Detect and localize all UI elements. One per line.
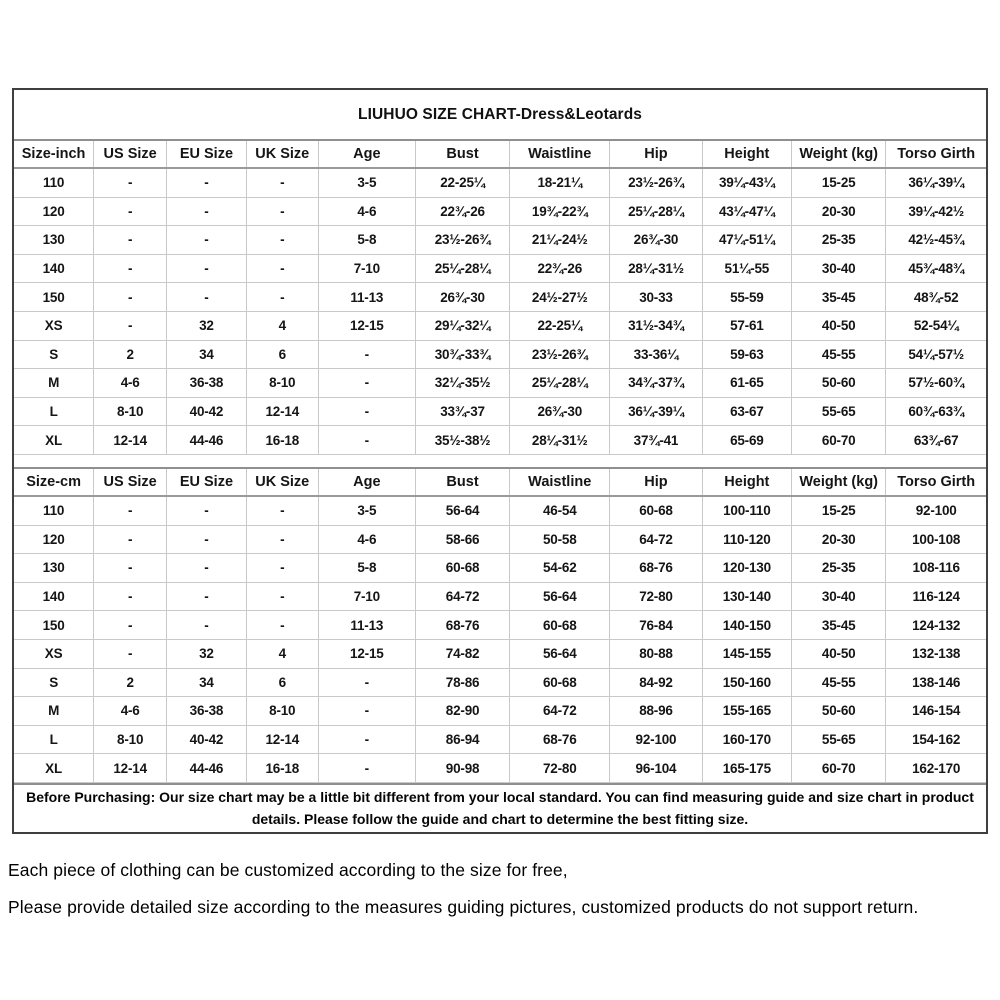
cell: 63-67 (702, 397, 791, 426)
cell: 3-5 (318, 168, 415, 197)
table-row (14, 168, 986, 197)
cell: XL (14, 754, 94, 783)
cell: - (318, 725, 415, 754)
cell: - (246, 554, 318, 583)
cell: 45¾-48¾ (886, 254, 986, 283)
cell: 50-58 (510, 525, 610, 554)
cell: - (318, 369, 415, 398)
cell: 56-64 (510, 582, 610, 611)
cell: 52-54¼ (886, 311, 986, 340)
cell: - (167, 197, 247, 226)
cell: 58-66 (415, 525, 509, 554)
cell: 12-14 (246, 397, 318, 426)
cell: 44-46 (167, 754, 247, 783)
cell: - (246, 197, 318, 226)
cell: 12-14 (94, 426, 167, 455)
cell: L (14, 397, 94, 426)
cell: - (167, 168, 247, 197)
cell: 30-40 (792, 254, 886, 283)
cell: 46-54 (510, 496, 610, 525)
cell: 55-59 (702, 283, 791, 312)
cell: 130-140 (702, 582, 791, 611)
cell: 55-65 (792, 725, 886, 754)
cell: 72-80 (610, 582, 702, 611)
cell: 29¼-32¼ (415, 311, 509, 340)
cell: - (167, 254, 247, 283)
cell: 23½-26¾ (415, 226, 509, 255)
cell: L (14, 725, 94, 754)
cell: 25-35 (792, 226, 886, 255)
cell: S (14, 668, 94, 697)
cell: 39¼-42½ (886, 197, 986, 226)
cell: XS (14, 311, 94, 340)
cell: 150 (14, 283, 94, 312)
cell: 22-25¼ (510, 311, 610, 340)
cell: 11-13 (318, 283, 415, 312)
cell: 37¾-41 (610, 426, 702, 455)
cell: 7-10 (318, 254, 415, 283)
table-row (14, 197, 986, 226)
cell: 34 (167, 668, 247, 697)
cell: 4-6 (318, 197, 415, 226)
cell: 130 (14, 226, 94, 255)
cell: 28¼-31½ (610, 254, 702, 283)
column-header: Age (318, 141, 415, 168)
cell: 72-80 (510, 754, 610, 783)
cell: 86-94 (415, 725, 509, 754)
cell: 59-63 (702, 340, 791, 369)
cell: 30-33 (610, 283, 702, 312)
cell: 84-92 (610, 668, 702, 697)
cell: 60-68 (415, 554, 509, 583)
cell: 145-155 (702, 639, 791, 668)
cell: 100-108 (886, 525, 986, 554)
table-row (14, 397, 986, 426)
cell: 92-100 (610, 725, 702, 754)
column-header: Hip (610, 141, 702, 168)
cell: 26¾-30 (510, 397, 610, 426)
cell: - (94, 283, 167, 312)
cell: - (94, 496, 167, 525)
cell: 108-116 (886, 554, 986, 583)
cell: 4-6 (94, 369, 167, 398)
cell: 4-6 (94, 697, 167, 726)
cell: XL (14, 426, 94, 455)
cell: 18-21¼ (510, 168, 610, 197)
cell: 78-86 (415, 668, 509, 697)
cell: 6 (246, 668, 318, 697)
cell: 11-13 (318, 611, 415, 640)
cell: 23½-26¾ (510, 340, 610, 369)
cell: 50-60 (792, 369, 886, 398)
cell: - (94, 525, 167, 554)
cell: 60¾-63¾ (886, 397, 986, 426)
cell: S (14, 340, 94, 369)
column-header: Weight (kg) (792, 469, 886, 496)
cell: - (94, 639, 167, 668)
cell: - (94, 554, 167, 583)
cell: 130 (14, 554, 94, 583)
cell: 64-72 (610, 525, 702, 554)
column-header: Size-inch (14, 141, 94, 168)
cell: 15-25 (792, 496, 886, 525)
cell: M (14, 697, 94, 726)
cell: 120 (14, 525, 94, 554)
cell: - (246, 582, 318, 611)
cell: - (94, 226, 167, 255)
header-row (14, 141, 986, 168)
table-row (14, 426, 986, 455)
cell: 26¾-30 (415, 283, 509, 312)
table-row (14, 668, 986, 697)
cell: 96-104 (610, 754, 702, 783)
cell: 36-38 (167, 697, 247, 726)
cell: 33-36¼ (610, 340, 702, 369)
cell: 88-96 (610, 697, 702, 726)
size-table-cm (14, 469, 986, 783)
cell: 60-68 (510, 668, 610, 697)
column-header: US Size (94, 469, 167, 496)
cell: 44-46 (167, 426, 247, 455)
table-row (14, 697, 986, 726)
cell: 3-5 (318, 496, 415, 525)
table-row (14, 554, 986, 583)
table-row (14, 525, 986, 554)
cell: 54-62 (510, 554, 610, 583)
cell: - (318, 397, 415, 426)
cell: 6 (246, 340, 318, 369)
table-row (14, 311, 986, 340)
cell: 48¾-52 (886, 283, 986, 312)
cell: 20-30 (792, 525, 886, 554)
cell: 35-45 (792, 283, 886, 312)
cell: 4 (246, 639, 318, 668)
cell: 150 (14, 611, 94, 640)
cell: 146-154 (886, 697, 986, 726)
cell: 45-55 (792, 668, 886, 697)
cell: 16-18 (246, 754, 318, 783)
cell: 150-160 (702, 668, 791, 697)
column-header: EU Size (167, 469, 247, 496)
column-header: Waistline (510, 141, 610, 168)
cell: - (246, 283, 318, 312)
cell: - (318, 754, 415, 783)
cell: 68-76 (415, 611, 509, 640)
cell: - (246, 168, 318, 197)
size-chart-title: LIUHUO SIZE CHART-Dress&Leotards (14, 90, 986, 141)
table-row (14, 226, 986, 255)
column-header: Bust (415, 469, 509, 496)
cell: - (167, 525, 247, 554)
cell: 30-40 (792, 582, 886, 611)
table-row (14, 283, 986, 312)
cell: 60-68 (610, 496, 702, 525)
cell: 124-132 (886, 611, 986, 640)
column-header: Bust (415, 141, 509, 168)
cell: 33¾-37 (415, 397, 509, 426)
cell: 120 (14, 197, 94, 226)
table-row (14, 340, 986, 369)
cell: 40-50 (792, 639, 886, 668)
cell: 57½-60¾ (886, 369, 986, 398)
cell: 110-120 (702, 525, 791, 554)
column-header: Torso Girth (886, 141, 986, 168)
cell: 110 (14, 496, 94, 525)
cell: 12-15 (318, 311, 415, 340)
cell: - (94, 254, 167, 283)
cell: 54¼-57½ (886, 340, 986, 369)
cell: 19¾-22¾ (510, 197, 610, 226)
cell: - (246, 254, 318, 283)
cell: - (246, 525, 318, 554)
customization-note-line1: Each piece of clothing can be customized according to the size for free, (8, 860, 568, 880)
cell: 165-175 (702, 754, 791, 783)
cell: - (167, 226, 247, 255)
cell: - (167, 283, 247, 312)
cell: 8-10 (246, 697, 318, 726)
column-header: Height (702, 469, 791, 496)
column-header: UK Size (246, 469, 318, 496)
cell: - (94, 311, 167, 340)
column-header: Size-cm (14, 469, 94, 496)
cell: 21¼-24½ (510, 226, 610, 255)
cell: 45-55 (792, 340, 886, 369)
cell: 35-45 (792, 611, 886, 640)
table-row (14, 496, 986, 525)
cell: XS (14, 639, 94, 668)
table-row (14, 611, 986, 640)
cell: - (318, 426, 415, 455)
cell: 8-10 (246, 369, 318, 398)
cell: 116-124 (886, 582, 986, 611)
cell: 64-72 (415, 582, 509, 611)
cell: 35½-38½ (415, 426, 509, 455)
customization-note-line2: Please provide detailed size according to the measures guiding pictures, customized products do not support return. (8, 897, 919, 917)
table-divider (14, 455, 986, 469)
cell: 8-10 (94, 397, 167, 426)
cell: 34¾-37¾ (610, 369, 702, 398)
cell: - (94, 168, 167, 197)
cell: 32¼-35½ (415, 369, 509, 398)
cell: - (94, 582, 167, 611)
column-header: UK Size (246, 141, 318, 168)
table-row (14, 639, 986, 668)
cell: 140 (14, 582, 94, 611)
purchase-note: Before Purchasing: Our size chart may be a little bit different from your local standard. You can find measuring guide and size chart in product details. Please follow the guide and chart to determine the best fitting size. (14, 783, 986, 832)
cell: 2 (94, 668, 167, 697)
cell: 55-65 (792, 397, 886, 426)
header-row (14, 469, 986, 496)
cell: - (94, 611, 167, 640)
cell: 26¾-30 (610, 226, 702, 255)
cell: - (246, 496, 318, 525)
table-row (14, 754, 986, 783)
cell: - (246, 611, 318, 640)
cell: 110 (14, 168, 94, 197)
cell: 12-14 (246, 725, 318, 754)
cell: 40-50 (792, 311, 886, 340)
cell: 30¾-33¾ (415, 340, 509, 369)
cell: 40-42 (167, 397, 247, 426)
cell: 8-10 (94, 725, 167, 754)
cell: 12-15 (318, 639, 415, 668)
column-header: EU Size (167, 141, 247, 168)
cell: 68-76 (610, 554, 702, 583)
cell: 39¼-43¼ (702, 168, 791, 197)
size-chart-panel (12, 88, 988, 834)
cell: 22¾-26 (510, 254, 610, 283)
cell: 28¼-31½ (510, 426, 610, 455)
column-header: Waistline (510, 469, 610, 496)
cell: 138-146 (886, 668, 986, 697)
cell: 25¼-28¼ (415, 254, 509, 283)
cell: 31½-34¾ (610, 311, 702, 340)
cell: 4-6 (318, 525, 415, 554)
table-row (14, 254, 986, 283)
cell: 57-61 (702, 311, 791, 340)
cell: 36¼-39¼ (886, 168, 986, 197)
cell: 4 (246, 311, 318, 340)
cell: 32 (167, 639, 247, 668)
cell: 92-100 (886, 496, 986, 525)
cell: 82-90 (415, 697, 509, 726)
cell: 155-165 (702, 697, 791, 726)
table-row (14, 582, 986, 611)
cell: 12-14 (94, 754, 167, 783)
cell: 32 (167, 311, 247, 340)
cell: 74-82 (415, 639, 509, 668)
cell: 68-76 (510, 725, 610, 754)
cell: - (318, 340, 415, 369)
cell: 7-10 (318, 582, 415, 611)
cell: 16-18 (246, 426, 318, 455)
cell: - (318, 697, 415, 726)
cell: 40-42 (167, 725, 247, 754)
cell: 80-88 (610, 639, 702, 668)
cell: 5-8 (318, 554, 415, 583)
column-header: US Size (94, 141, 167, 168)
cell: - (167, 496, 247, 525)
cell: - (94, 197, 167, 226)
cell: 60-68 (510, 611, 610, 640)
column-header: Age (318, 469, 415, 496)
cell: 140-150 (702, 611, 791, 640)
cell: 64-72 (510, 697, 610, 726)
cell: 60-70 (792, 754, 886, 783)
cell: 5-8 (318, 226, 415, 255)
cell: 61-65 (702, 369, 791, 398)
cell: - (167, 582, 247, 611)
cell: 132-138 (886, 639, 986, 668)
cell: 140 (14, 254, 94, 283)
cell: 25-35 (792, 554, 886, 583)
cell: 34 (167, 340, 247, 369)
cell: - (318, 668, 415, 697)
cell: 22¾-26 (415, 197, 509, 226)
table-row (14, 725, 986, 754)
column-header: Torso Girth (886, 469, 986, 496)
table-row (14, 369, 986, 398)
cell: 51¼-55 (702, 254, 791, 283)
cell: 50-60 (792, 697, 886, 726)
cell: 63¾-67 (886, 426, 986, 455)
cell: 65-69 (702, 426, 791, 455)
cell: 25¼-28¼ (610, 197, 702, 226)
cell: 47¼-51¼ (702, 226, 791, 255)
cell: 100-110 (702, 496, 791, 525)
cell: - (167, 554, 247, 583)
column-header: Hip (610, 469, 702, 496)
cell: 20-30 (792, 197, 886, 226)
cell: 2 (94, 340, 167, 369)
cell: 154-162 (886, 725, 986, 754)
size-table-inch (14, 141, 986, 455)
cell: 56-64 (510, 639, 610, 668)
cell: 15-25 (792, 168, 886, 197)
cell: 90-98 (415, 754, 509, 783)
cell: 120-130 (702, 554, 791, 583)
cell: 36¼-39¼ (610, 397, 702, 426)
cell: 22-25¼ (415, 168, 509, 197)
cell: 162-170 (886, 754, 986, 783)
cell: 25¼-28¼ (510, 369, 610, 398)
cell: 42½-45¾ (886, 226, 986, 255)
cell: 24½-27½ (510, 283, 610, 312)
cell: 60-70 (792, 426, 886, 455)
column-header: Weight (kg) (792, 141, 886, 168)
cell: 36-38 (167, 369, 247, 398)
cell: 76-84 (610, 611, 702, 640)
cell: M (14, 369, 94, 398)
cell: 160-170 (702, 725, 791, 754)
cell: 56-64 (415, 496, 509, 525)
cell: 23½-26¾ (610, 168, 702, 197)
cell: 43¼-47¼ (702, 197, 791, 226)
column-header: Height (702, 141, 791, 168)
cell: - (167, 611, 247, 640)
cell: - (246, 226, 318, 255)
